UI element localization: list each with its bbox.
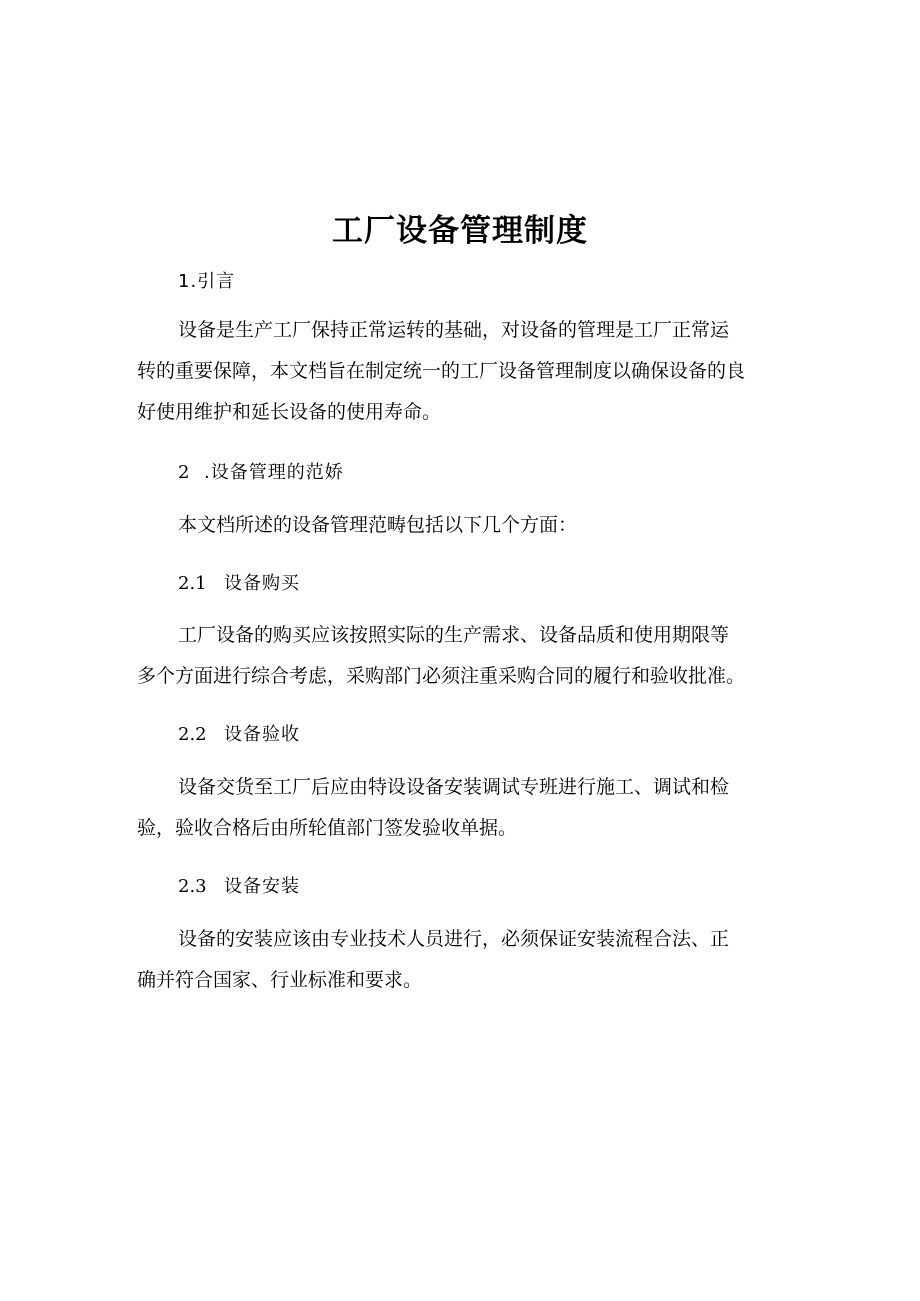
section-heading-2-3 <box>178 872 300 902</box>
paragraph-line: 本文档所述的设备管理范畴包括以下几个方面： <box>178 514 578 536</box>
section-title: .设备管理的范娇 <box>204 462 344 483</box>
paragraph-line: 设备的安装应该由专业技术人员进行，必须保证安装流程合法、正 <box>178 928 730 950</box>
paragraph-line: 验，验收合格后由所轮值部门签发验收单据。 <box>137 817 518 839</box>
section-heading-2-2 <box>178 720 300 750</box>
paragraph-line: 工厂设备的购买应该按照实际的生产需求、设备品质和使用期限等 <box>178 624 730 646</box>
section-title: 设备购买 <box>224 573 300 594</box>
section-number: 2 <box>178 462 190 483</box>
section-number: 2.3 <box>178 876 207 897</box>
section-heading-scope <box>178 458 344 488</box>
paragraph-line: 转的重要保障，本文档旨在制定统一的工厂设备管理制度以确保设备的良 <box>137 360 746 382</box>
section-heading-intro: 1.引言 <box>178 271 236 292</box>
paragraph-line: 设备是生产工厂保持正常运转的基础，对设备的管理是工厂正常运 <box>178 319 730 341</box>
paragraph-line: 确并符合国家、行业标准和要求。 <box>137 969 423 991</box>
paragraph-line: 设备交货至工厂后应由特设设备安装调试专班进行施工、调试和检 <box>178 776 730 798</box>
section-title: 设备安装 <box>224 876 300 897</box>
section-number: 2.1 <box>178 573 207 594</box>
section-heading-2-1 <box>178 569 300 599</box>
section-title: 设备验收 <box>224 724 300 745</box>
paragraph-line: 好使用维护和延长设备的使用寿命。 <box>137 401 442 423</box>
section-number: 2.2 <box>178 724 207 745</box>
paragraph-line: 多个方面进行综合考虑，采购部门必须注重采购合同的履行和验收批准。 <box>137 665 746 687</box>
document-title: 工厂设备管理制度 <box>332 213 588 249</box>
